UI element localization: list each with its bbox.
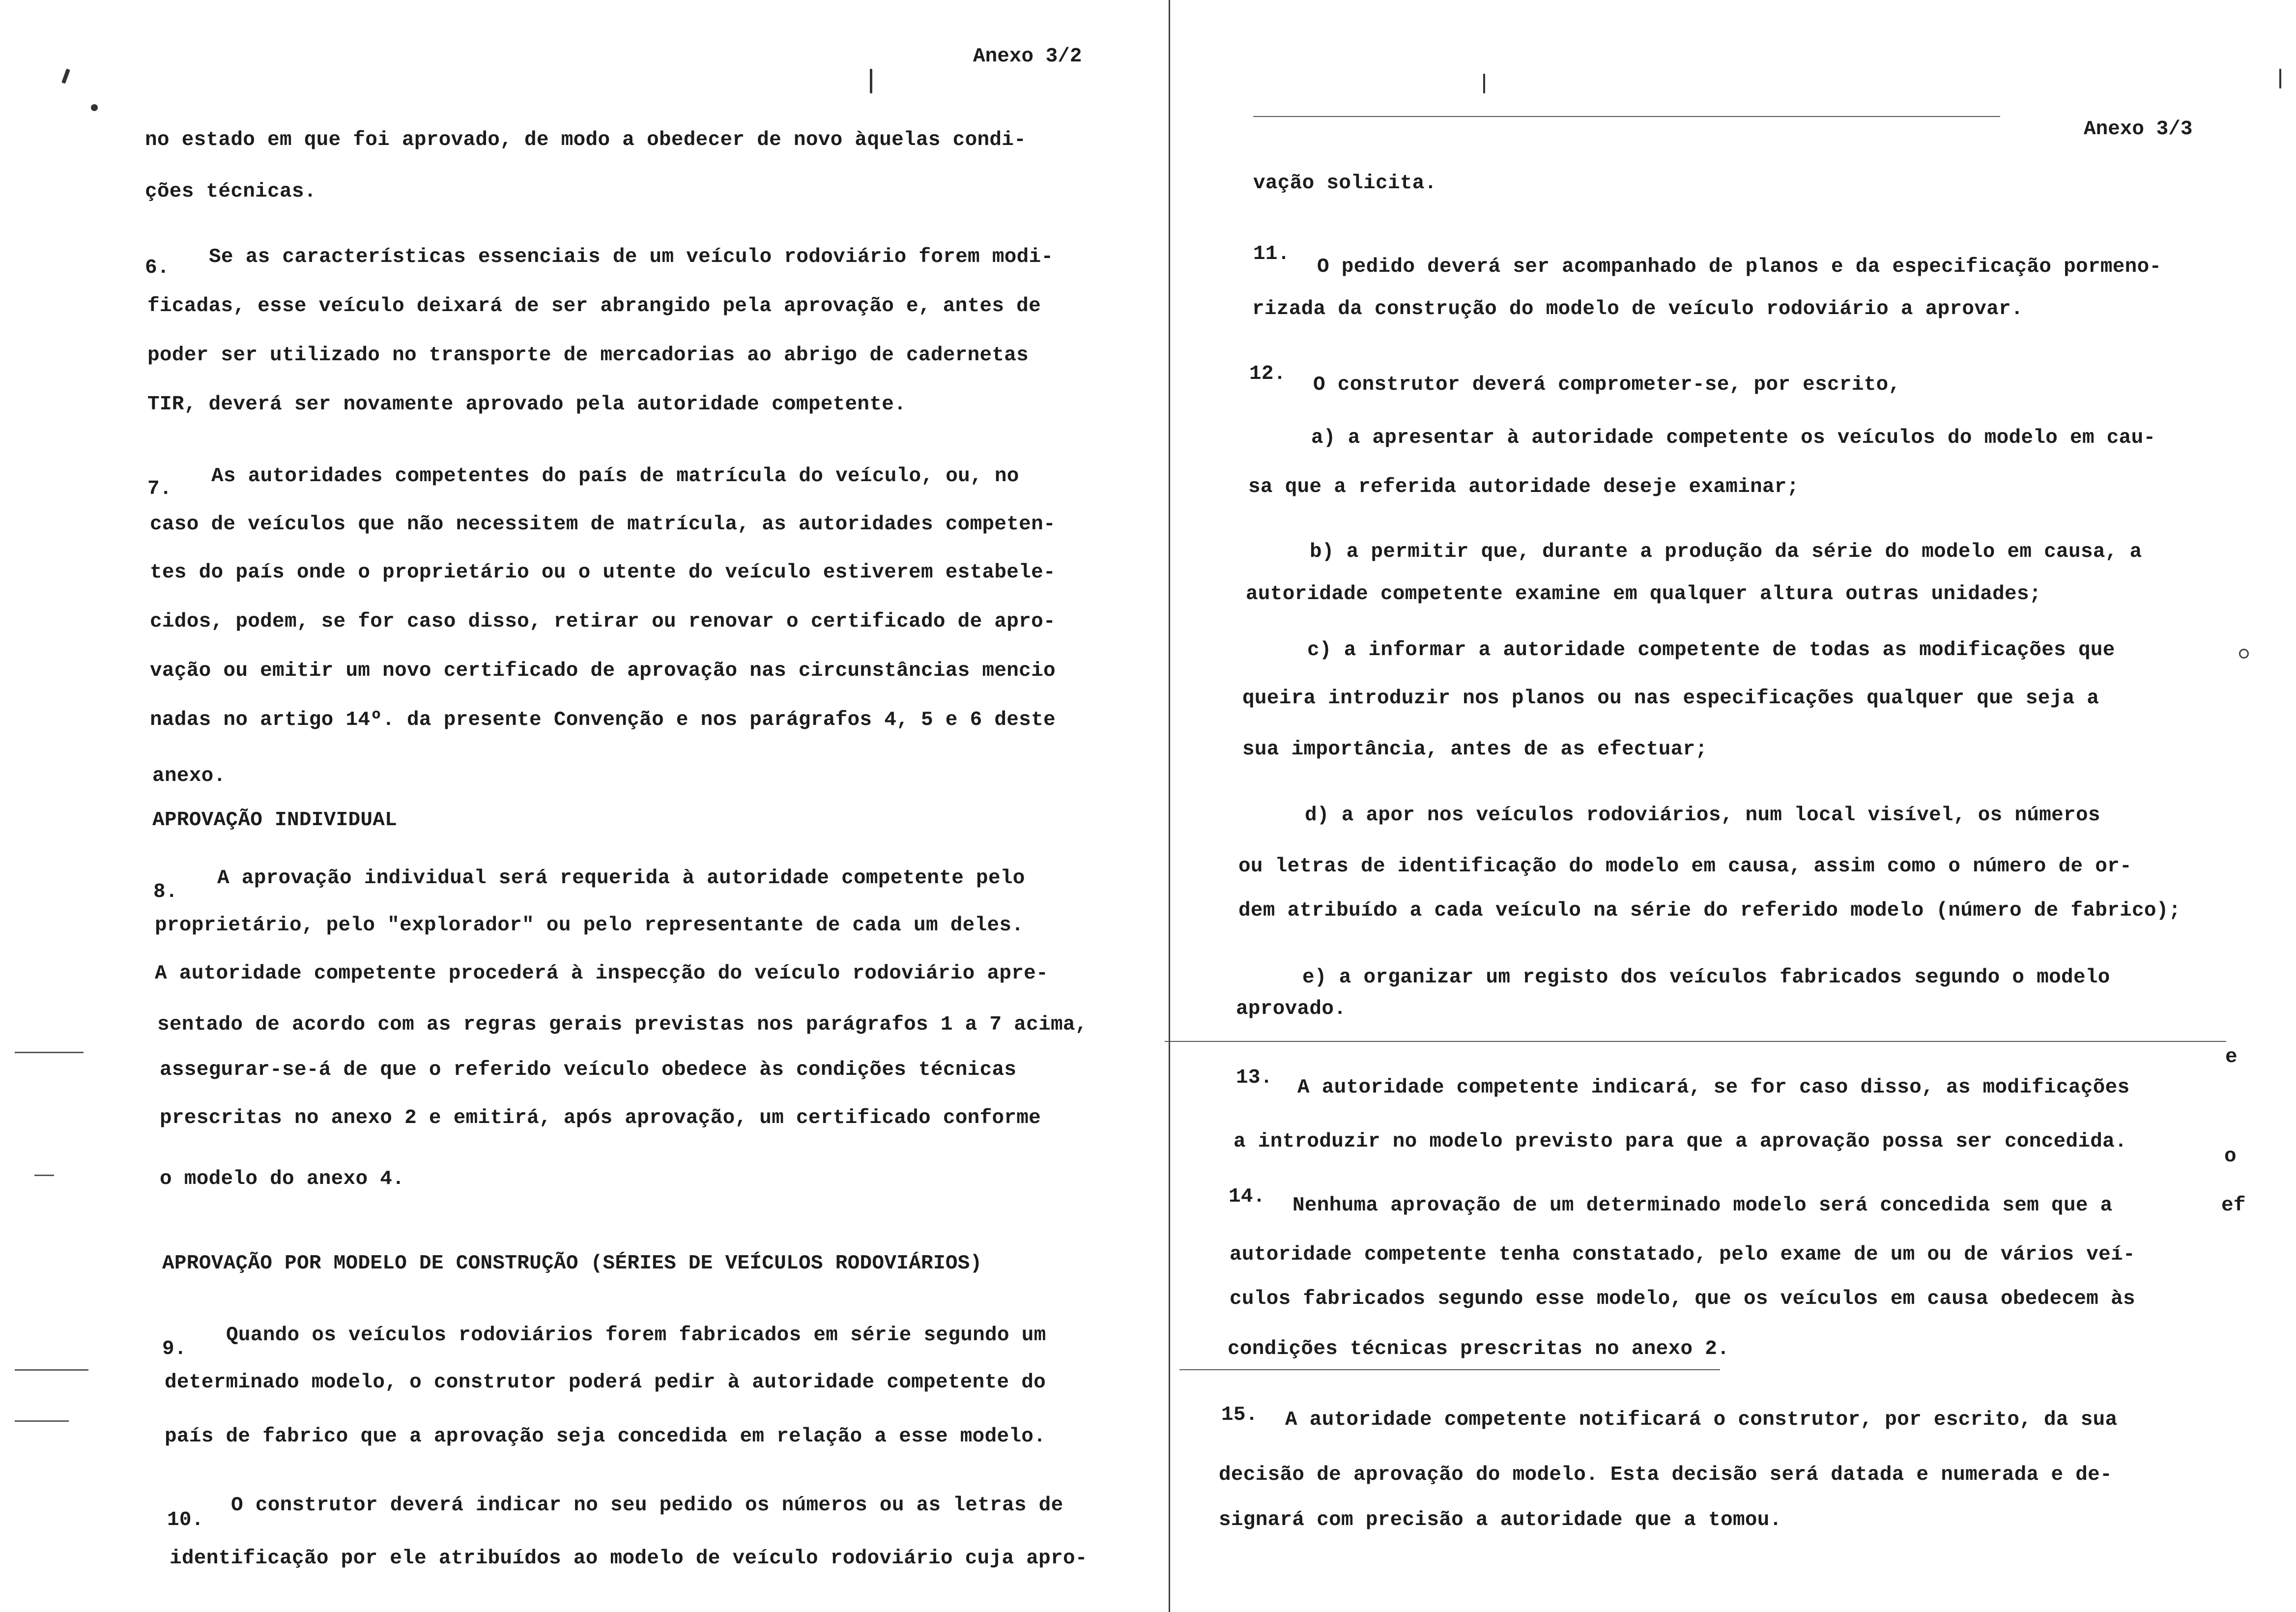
- text-line: vação ou emitir um novo certificado de aprovação nas circunstâncias mencio: [150, 660, 1056, 682]
- page-header: Anexo 3/3: [2084, 118, 2193, 141]
- text-line: autoridade competente examine em qualquer altura outras unidades;: [1246, 583, 2041, 605]
- scan-dash: [1179, 1369, 1720, 1370]
- text-line: nadas no artigo 14º. da presente Convenção e nos parágrafos 4, 5 e 6 deste: [150, 709, 1056, 731]
- text-line: queira introduzir nos planos ou nas especificações qualquer que seja a: [1242, 687, 2099, 710]
- text-line: a) a apresentar à autoridade competente os veículos do modelo em cau-: [1311, 427, 2156, 449]
- section-heading: APROVAÇÃO POR MODELO DE CONSTRUÇÃO (SÉRIES DE VEÍCULOS RODOVIÁRIOS): [162, 1252, 982, 1275]
- scan-dash: [1253, 116, 2000, 117]
- text-line: e) a organizar um registo dos veículos fabricados segundo o modelo: [1302, 966, 2110, 989]
- paragraph-number: 7.: [147, 478, 172, 500]
- text-line: O construtor deverá indicar no seu pedido os números ou as letras de: [231, 1494, 1063, 1517]
- text-line: determinado modelo, o construtor poderá pedir à autoridade competente do: [165, 1371, 1046, 1394]
- text-line: A autoridade competente procederá à inspecção do veículo rodoviário apre-: [155, 962, 1048, 985]
- page-header: Anexo 3/2: [973, 45, 1082, 68]
- text-line: O construtor deverá comprometer-se, por escrito,: [1313, 374, 1901, 396]
- paragraph-number: 10.: [167, 1509, 204, 1531]
- paragraph-number: 8.: [153, 881, 178, 903]
- text-line: prescritas no anexo 2 e emitirá, após aprovação, um certificado conforme: [160, 1107, 1041, 1129]
- scan-speck: [2279, 69, 2281, 88]
- text-line: Se as características essenciais de um veículo rodoviário forem modi-: [209, 246, 1054, 268]
- text-line: cidos, podem, se for caso disso, retirar ou renovar o certificado de apro-: [150, 610, 1056, 633]
- text-line: poder ser utilizado no transporte de mercadorias ao abrigo de cadernetas: [147, 344, 1029, 367]
- text-line: ficadas, esse veículo deixará de ser abrangido pela aprovação e, antes de: [147, 295, 1041, 317]
- text-line: anexo.: [152, 765, 226, 787]
- text-line: a introduzir no modelo previsto para que a aprovação possa ser concedida.: [1234, 1130, 2127, 1153]
- text-line: d) a apor nos veículos rodoviários, num local visível, os números: [1305, 804, 2100, 827]
- scan-dash: [15, 1369, 88, 1371]
- text-line: caso de veículos que não necessitem de matrícula, as autoridades competen-: [150, 513, 1056, 536]
- text-line: autoridade competente tenha constatado, pelo exame de um ou de vários veí-: [1230, 1243, 2135, 1266]
- scan-dash: [34, 1175, 54, 1176]
- paragraph-number: 12.: [1249, 363, 1286, 385]
- text-line: sua importância, antes de as efectuar;: [1242, 738, 1708, 761]
- text-line: A aprovação individual será requerida à autoridade competente pelo: [217, 867, 1025, 890]
- text-line: culos fabricados segundo esse modelo, que os veículos em causa obedecem às: [1230, 1288, 2135, 1310]
- paragraph-number: 15.: [1221, 1404, 1258, 1426]
- text-line: vação solicita.: [1253, 172, 1437, 195]
- text-line: As autoridades competentes do país de matrícula do veículo, ou, no: [211, 465, 1019, 488]
- paragraph-number: 13.: [1236, 1066, 1273, 1089]
- paragraph-number: 11.: [1253, 243, 1290, 265]
- text-line: condições técnicas prescritas no anexo 2.: [1228, 1338, 1730, 1360]
- margin-mark: ef: [2221, 1194, 2246, 1217]
- scan-speck: [91, 104, 98, 111]
- text-line: c) a informar a autoridade competente de todas as modificações que: [1307, 639, 2115, 662]
- text-line: O pedido deverá ser acompanhado de planos e da especificação pormeno-: [1317, 256, 2162, 278]
- text-line: rizada da construção do modelo de veículo rodoviário a aprovar.: [1252, 298, 2023, 320]
- text-line: TIR, deverá ser novamente aprovado pela autoridade competente.: [147, 393, 907, 416]
- text-line: Nenhuma aprovação de um determinado modelo será concedida sem que a: [1292, 1194, 2113, 1217]
- text-line: A autoridade competente notificará o construtor, por escrito, da sua: [1285, 1409, 2118, 1431]
- scan-dash: [1165, 1041, 2226, 1042]
- section-heading: APROVAÇÃO INDIVIDUAL: [152, 809, 398, 832]
- scan-dash: [15, 1420, 69, 1422]
- text-line: no estado em que foi aprovado, de modo a obedecer de novo àquelas condi-: [145, 129, 1027, 151]
- text-line: assegurar-se-á de que o referido veículo obedece às condições técnicas: [160, 1059, 1017, 1081]
- text-line: b) a permitir que, durante a produção da série do modelo em causa, a: [1310, 541, 2142, 563]
- paragraph-number: 9.: [162, 1338, 187, 1360]
- right-page: [1170, 0, 2296, 1612]
- margin-mark: o: [2224, 1145, 2237, 1168]
- text-line: ou letras de identificação do modelo em causa, assim como o número de or-: [1238, 855, 2132, 878]
- text-line: o modelo do anexo 4.: [160, 1168, 405, 1190]
- paragraph-number: 6.: [145, 257, 170, 279]
- text-line: proprietário, pelo "explorador" ou pelo representante de cada um deles.: [155, 914, 1024, 937]
- scan-speck: [870, 69, 872, 93]
- text-line: ções técnicas.: [145, 180, 316, 203]
- text-line: sentado de acordo com as regras gerais previstas nos parágrafos 1 a 7 acima,: [157, 1013, 1088, 1036]
- text-line: dem atribuído a cada veículo na série do referido modelo (número de fabrico);: [1238, 899, 2181, 922]
- scan-speck: [2239, 649, 2249, 659]
- text-line: Quando os veículos rodoviários forem fabricados em série segundo um: [226, 1324, 1046, 1347]
- scan-dash: [15, 1052, 84, 1053]
- scan-speck: [1483, 74, 1485, 93]
- text-line: A autoridade competente indicará, se for caso disso, as modificações: [1297, 1076, 2130, 1099]
- text-line: decisão de aprovação do modelo. Esta decisão será datada e numerada e de-: [1219, 1464, 2112, 1486]
- margin-mark: e: [2225, 1046, 2238, 1068]
- text-line: identificação por ele atribuídos ao modelo de veículo rodoviário cuja apro-: [170, 1547, 1088, 1570]
- paragraph-number: 14.: [1229, 1185, 1265, 1208]
- text-line: tes do país onde o proprietário ou o utente do veículo estiverem estabele-: [150, 561, 1056, 584]
- text-line: país de fabrico que a aprovação seja concedida em relação a esse modelo.: [165, 1425, 1046, 1448]
- text-line: aprovado.: [1236, 998, 1347, 1020]
- text-line: sa que a referida autoridade deseje examinar;: [1248, 476, 1799, 498]
- text-line: signará com precisão a autoridade que a tomou.: [1219, 1509, 1782, 1531]
